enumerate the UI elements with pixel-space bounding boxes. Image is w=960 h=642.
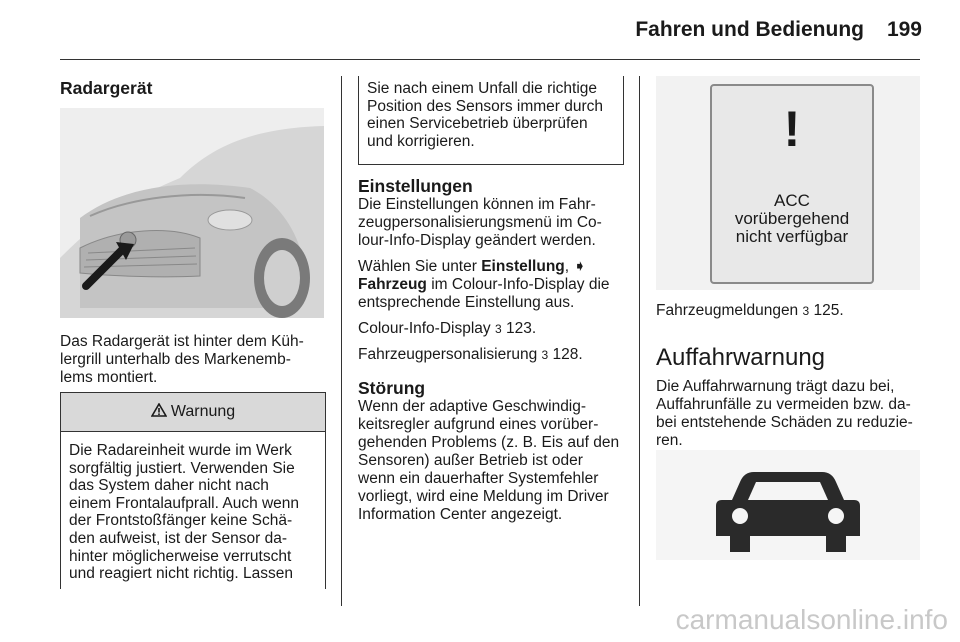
settings-line: Die Einstellungen können im Fahr-	[358, 196, 596, 213]
section-title-radar: Radargerät	[60, 78, 153, 98]
warning-line: der Frontstoßfänger keine Schä-	[69, 512, 293, 530]
vehicle-messages-ref	[656, 302, 926, 328]
warning-box	[60, 392, 326, 589]
header-rule	[60, 59, 920, 60]
page-header-title: Fahren und Bedienung	[635, 18, 864, 41]
exclamation-icon: !	[783, 101, 801, 157]
warning-line: das System daher nicht nach	[69, 477, 269, 495]
display-line-temporary: vorübergehend	[734, 209, 850, 228]
warning-line: hinter möglicherweise verrutscht	[69, 547, 292, 565]
settings-select-rest: im Colour-Info-Display die	[426, 276, 610, 293]
warning-body	[61, 432, 325, 583]
column-divider-left	[341, 76, 342, 606]
ref-page-128: 128.	[552, 346, 583, 363]
page-number: 199	[886, 18, 922, 41]
acc-display-screen	[710, 84, 874, 284]
fault-line: Sensoren) außer Betrieb ist oder	[358, 452, 583, 469]
settings-select-prefix: Wählen Sie unter	[358, 258, 482, 275]
settings-line: lour-Info-Display geändert werden.	[358, 232, 596, 249]
settings-section	[358, 176, 628, 532]
radar-desc-line-1: Das Radargerät ist hinter dem Küh-	[60, 333, 304, 350]
collision-line: bei entstehende Schäden zu reduzie-	[656, 414, 913, 431]
warning-line: sorgfältig justiert. Verwenden Sie	[69, 459, 295, 477]
ref-personalisation: Fahrzeugpersonalisierung	[358, 346, 542, 363]
radar-desc-line-3: lems montiert.	[60, 369, 158, 386]
collision-line: ren.	[656, 432, 683, 449]
settings-menu-einstellung: Einstellung	[481, 258, 565, 275]
settings-line: zeugpersonalisierungsmenü im Co-	[358, 214, 602, 231]
ref-colour-info-display: Colour-Info-Display	[358, 320, 495, 337]
warning-header	[61, 393, 325, 432]
car-front-radar-illustration	[60, 108, 324, 318]
collision-warning-section	[656, 344, 926, 450]
warning-line: Die Radareinheit wurde im Werk	[69, 442, 292, 459]
page-ref-icon: 3	[494, 322, 502, 336]
column-left	[60, 78, 330, 98]
section-title-settings: Einstellungen	[358, 176, 473, 196]
section-title-collision-warning: Auffahrwarnung	[656, 344, 826, 371]
collision-line: Auffahrunfälle zu vermeiden bzw. da-	[656, 396, 911, 413]
acc-display-illustration	[656, 76, 920, 290]
fault-line: keitsregler aufgrund eines vorüber-	[358, 416, 599, 433]
display-line-unavailable: nicht verfügbar	[735, 227, 849, 246]
warning-cont-line: Position des Sensors immer durch	[367, 97, 604, 115]
warning-cont-line: einen Servicebetrieb überprüfen	[367, 115, 588, 133]
warning-cont-line: Sie nach einem Unfall die richtige	[367, 80, 598, 97]
car-front-icon	[656, 450, 920, 560]
ref-page-125: 125.	[813, 302, 844, 319]
warning-box-continued	[358, 76, 624, 165]
collision-line: Die Auffahrwarnung trägt dazu bei,	[656, 378, 895, 395]
fault-line: Information Center angezeigt.	[358, 506, 563, 523]
arrow-icon: ➧	[573, 258, 587, 275]
column-divider-right	[639, 76, 640, 606]
ref-vehicle-messages: Fahrzeugmeldungen	[656, 302, 803, 319]
car-front-icon-panel	[656, 450, 920, 560]
page-ref-icon: 3	[802, 304, 810, 318]
page-ref-icon: 3	[541, 348, 549, 362]
fault-line: gehenden Problems (z. B. Eis auf den	[358, 434, 620, 451]
radar-desc-line-2: lergrill unterhalb des Markenemb-	[60, 351, 291, 368]
fault-line: wenn ein dauerhafter Systemfehler	[358, 470, 599, 487]
radar-description	[60, 333, 330, 387]
warning-title: Warnung	[170, 403, 236, 420]
settings-select-rest: entsprechende Einstellung aus.	[358, 294, 575, 311]
fault-line: vorliegt, wird eine Meldung im Driver	[358, 488, 609, 505]
display-line-acc: ACC	[774, 191, 810, 210]
section-title-fault: Störung	[358, 378, 426, 398]
settings-select-sep: ,	[564, 258, 574, 275]
watermark: carmanualsonline.info	[675, 604, 948, 635]
warning-line: den aufweist, ist der Sensor da-	[69, 529, 287, 547]
warning-triangle-icon	[151, 403, 167, 422]
settings-menu-fahrzeug: Fahrzeug	[358, 276, 427, 293]
warning-cont-line: und korrigieren.	[367, 132, 475, 150]
fault-line: Wenn der adaptive Geschwindig-	[358, 398, 587, 415]
warning-continued-text	[359, 76, 623, 150]
warning-line: einem Frontalaufprall. Auch wenn	[69, 494, 300, 512]
ref-page-123: 123.	[505, 320, 537, 337]
warning-line: und reagiert nicht richtig. Lassen	[69, 565, 294, 583]
car-illustration-svg	[60, 108, 324, 318]
